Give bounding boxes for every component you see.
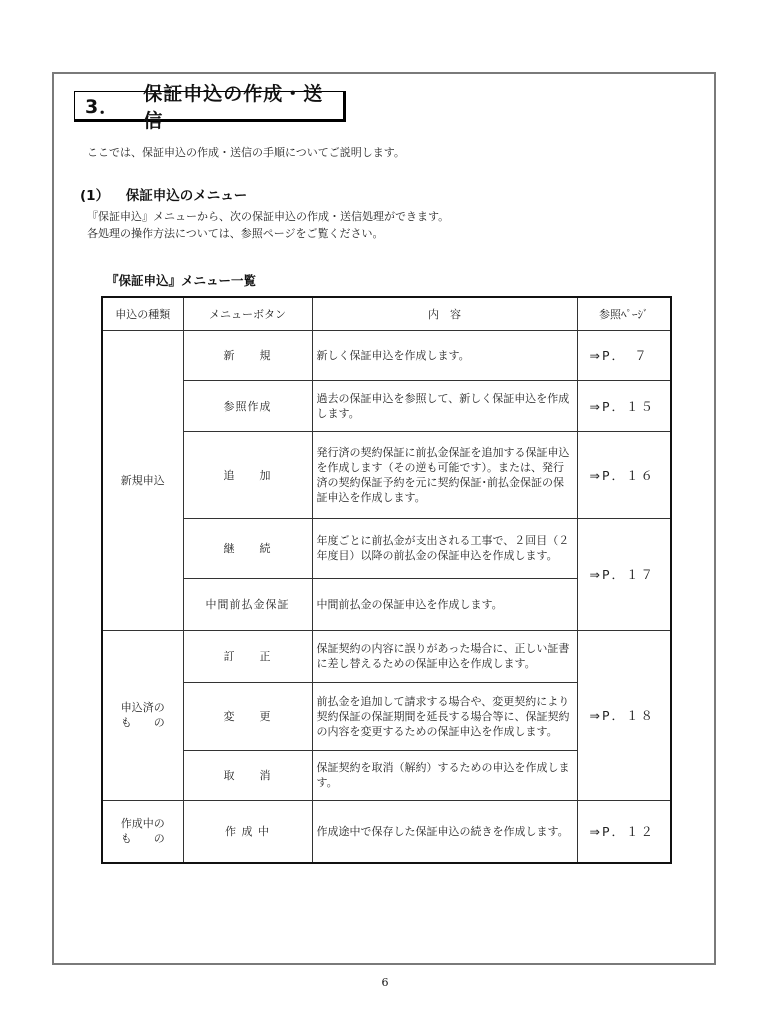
header-content: 内 容 [312, 297, 577, 330]
row-content: 保証契約を取消（解約）するための申込を作成します。 [312, 750, 577, 800]
description-line: 『保証申込』メニューから、次の保証申込の作成・送信処理ができます。 [87, 210, 450, 223]
group-draft-label: 作成中の [120, 817, 165, 831]
row-content: 中間前払金の保証申込を作成します。 [312, 578, 577, 630]
menu-button-draft: 作 成 中 [183, 800, 312, 863]
row-content: 保証契約の内容に誤りがあった場合に、正しい証書に差し替えるための保証申込を作成します。 [312, 630, 577, 682]
row-ref: ⇒P．１５ [577, 380, 671, 431]
menu-button-interim: 中間前払金保証 [183, 578, 312, 630]
menu-button-cancel: 取 消 [183, 750, 312, 800]
section-title-text: 保証申込の作成・送信 [143, 82, 324, 132]
row-ref: ⇒P．１６ [577, 431, 671, 518]
table-row [102, 380, 671, 431]
subsection-number: (1） [80, 188, 110, 204]
menu-button-add: 追 加 [183, 431, 312, 518]
header-button: メニューボタン [183, 297, 312, 330]
table-row [102, 630, 671, 682]
intro-text: ここでは、保証申込の作成・送信の手順についてご説明します。 [87, 146, 405, 159]
header-kind: 申込の種類 [102, 297, 183, 330]
group-draft-label: も の [120, 832, 165, 846]
section-title [74, 82, 346, 132]
header-ref: 参照ﾍﾟｰｼﾞ [577, 297, 671, 330]
table-row [102, 518, 671, 578]
row-content: 作成途中で保存した保証申込の続きを作成します。 [312, 800, 577, 863]
table-row [102, 431, 671, 518]
group-new-label: 新規申込 [120, 473, 165, 487]
row-content: 新しく保証申込を作成します。 [312, 330, 577, 380]
group-new [102, 330, 183, 630]
group-done [102, 630, 183, 800]
menu-button-correct: 訂 正 [183, 630, 312, 682]
page-number: 6 [381, 976, 389, 989]
table-row [102, 800, 671, 863]
description [87, 208, 449, 242]
table-caption: 『保証申込』メニュー一覧 [106, 273, 257, 288]
row-content: 年度ごとに前払金が支出される工事で、２回目（２年度目）以降の前払金の保証申込を作成します。 [312, 518, 577, 578]
row-content: 発行済の契約保証に前払金保証を追加する保証申込を作成します（その逆も可能です）。または、発行済の契約保証予約を元に契約保証･前払金保証の保証申込を作成します。 [312, 431, 577, 518]
row-content: 前払金を追加して請求する場合や、変更契約により契約保証の保証期間を延長する場合等に、保証契約の内容を変更するための保証申込を作成します。 [312, 682, 577, 750]
table-header-row [102, 297, 671, 330]
menu-button-continue: 継 続 [183, 518, 312, 578]
row-ref: ⇒P．１８ [577, 630, 671, 800]
row-content: 過去の保証申込を参照して、新しく保証申込を作成します。 [312, 380, 577, 431]
table-row [102, 330, 671, 380]
menu-button-new: 新 規 [183, 330, 312, 380]
menu-button-reference: 参照作成 [183, 380, 312, 431]
row-ref: ⇒P．１７ [577, 518, 671, 630]
menu-table [101, 296, 672, 864]
menu-button-change: 変 更 [183, 682, 312, 750]
group-draft [102, 800, 183, 863]
description-line: 各処理の操作方法については、参照ページをご覧ください。 [87, 227, 384, 240]
group-done-label: 申込済の [120, 701, 165, 714]
row-ref: ⇒P．１２ [577, 800, 671, 863]
row-ref: ⇒P． ７ [577, 330, 671, 380]
section-number: 3． [85, 96, 120, 118]
page-frame [52, 72, 716, 965]
group-done-label: も の [120, 716, 165, 729]
subsection-title: 保証申込のメニュー [125, 188, 248, 204]
subsection-heading [80, 184, 247, 204]
